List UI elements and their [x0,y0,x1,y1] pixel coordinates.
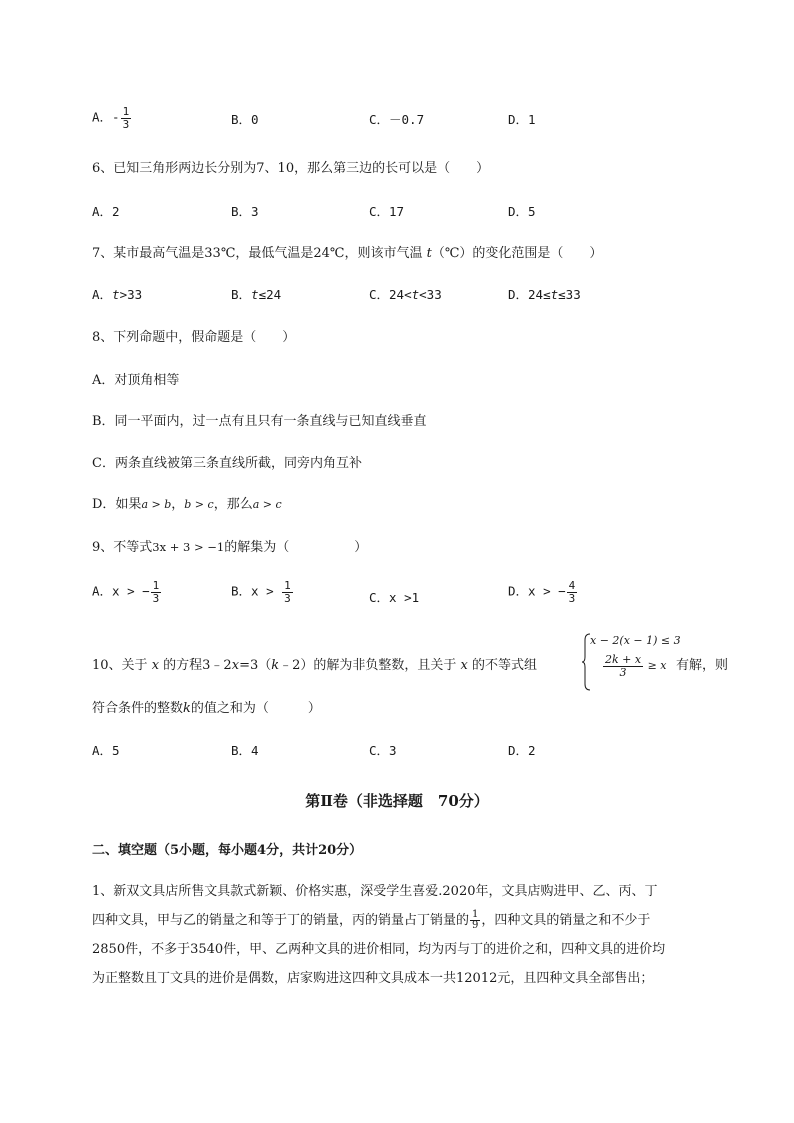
q10-stem-end: 有解，则 [676,658,729,673]
section-title: 第Ⅱ卷（非选择题 70分） [305,792,489,810]
q10-stem-line2: 符合条件的整数k的值之和为（ ） [92,701,321,716]
q10-option-d: D．2 [508,743,536,758]
q7-stem: 7、某市最高气温是33℃，最低气温是24℃，则该市气温 t（℃）的变化范围是（ ） [92,246,603,261]
q5-option-c: C．－0.7 [369,112,425,127]
q9-stem: 9、不等式3x + 3 > −1的解集为（ ） [92,540,368,555]
q8-stem: 8、下列命题中，假命题是（ ） [92,330,296,345]
q9-option-a: A．x > − $\frac{1}{3}$ [92,579,160,605]
problem-1-line-4: 为正整数且丁文具的进价是偶数，店家购进这四种文具成本一共12012元，且四种文具全部售出； [92,971,654,986]
system-line-1: x − 2(x − 1) ≤ 3 [590,634,681,647]
problem-1-line-3: 2850件，不多于3540件，甲、乙两种文具的进价相同，均为丙与丁的进价之和，四种文具的进价均 [92,942,666,957]
q6-stem: 6、已知三角形两边长分别为7、10，那么第三边的长可以是（ ） [92,161,490,176]
q9-option-b: B．x > $\frac{1}{3}$ [231,579,291,605]
q8-option-a: A．对顶角相等 [92,373,180,388]
q10-option-b: B．4 [231,743,259,758]
fill-heading: 二、填空题（5小题，每小题4分，共计20分） [92,843,363,858]
problem-1 [92,877,712,993]
q9-option-d: D．x > − $\frac{4}{3}$ [508,579,576,605]
q10-option-a: A．5 [92,743,120,758]
fraction: $\frac{1}{3}$ [122,105,130,131]
q6-option-a: A．2 [92,204,120,219]
q7-option-c: C．24<t<33 [369,287,442,302]
q6-option-b: B．3 [231,204,259,219]
q6-option-c: C．17 [369,204,405,219]
system-line-2: $\frac{2k + x}{3}$ ≥ x [605,653,667,679]
q10-option-c: C．3 [369,743,397,758]
q7-option-b: B．t≤24 [231,287,282,302]
q9-option-c: C．x >1 [369,590,420,605]
inequality-system [582,632,681,694]
problem-1-line-2: 四种文具，甲与乙的销量之和等于丁的销量，丙的销量占丁销量的 $\frac{1}{9}$ ，四种文具的销量之和不少于 [92,908,651,931]
q5-option-b: B．0 [231,112,259,127]
q5-option-a: A．- $\frac{1}{3}$ [92,105,130,131]
q8-option-b: B．同一平面内，过一点有且只有一条直线与已知直线垂直 [92,414,427,429]
q7-option-d: D．24≤t≤33 [508,287,581,302]
q10-stem: 10、关于 x 的方程3﹣2x=3（k﹣2）的解为非负整数，且关于 x 的不等式组 [92,658,538,673]
q7-option-a: A．t>33 [92,287,143,302]
q5-option-d: D．1 [508,112,536,127]
q6-option-d: D．5 [508,204,536,219]
q8-option-d: D．如果a > b，b > c，那么a > c [92,497,282,512]
problem-1-line-1: 1、新双文具店所售文具款式新颖、价格实惠，深受学生喜爱.2020年，文具店购进甲、乙、丙、丁 [92,884,658,899]
q8-option-c: C．两条直线被第三条直线所截，同旁内角互补 [92,456,362,471]
